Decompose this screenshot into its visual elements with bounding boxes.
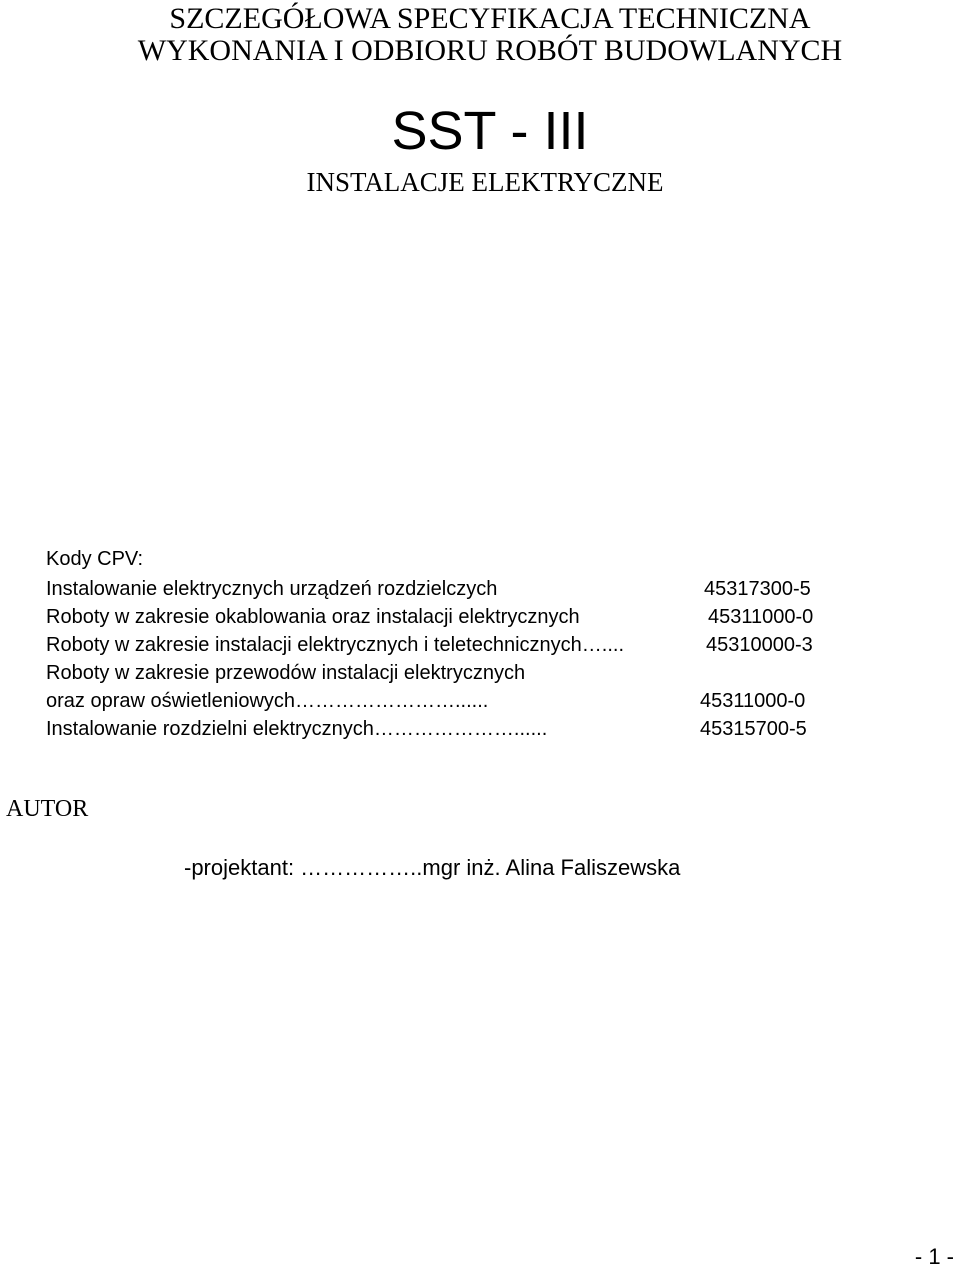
cpv-item-text: Instalowanie rozdzielni elektrycznych…………………...... (46, 718, 548, 740)
cpv-item-code: 45311000-0 (700, 690, 806, 712)
cpv-item-code: 45310000-3 (706, 634, 813, 656)
cpv-item-code: 45315700-5 (700, 718, 807, 740)
page-number: - 1 - (914, 1244, 954, 1269)
specification-code: SST - III (391, 101, 589, 161)
cpv-label: Kody CPV: (46, 548, 144, 570)
cpv-item-text: Instalowanie elektrycznych urządzeń rozdzielczych (46, 578, 498, 600)
designer-line: -projektant: ……………..mgr inż. Alina Faliszewska (184, 855, 681, 880)
cpv-item-text: oraz opraw oświetleniowych……………………...... (46, 690, 489, 712)
cpv-item-code: 45317300-5 (704, 578, 811, 600)
cpv-item-text: Roboty w zakresie okablowania oraz instalacji elektrycznych (46, 606, 580, 628)
document-title-line-2: WYKONANIA I ODBIORU ROBÓT BUDOWLANYCH (137, 34, 843, 67)
document-title-line-1: SZCZEGÓŁOWA SPECYFIKACJA TECHNICZNA (169, 2, 811, 35)
author-heading: AUTOR (6, 796, 89, 822)
cpv-item-text: Roboty w zakresie przewodów instalacji elektrycznych (46, 662, 526, 684)
cpv-item-text: Roboty w zakresie instalacji elektrycznych i teletechnicznych….... (46, 634, 625, 656)
cpv-item-code: 45311000-0 (708, 606, 814, 628)
specification-subtitle: INSTALACJE ELEKTRYCZNE (306, 167, 664, 197)
